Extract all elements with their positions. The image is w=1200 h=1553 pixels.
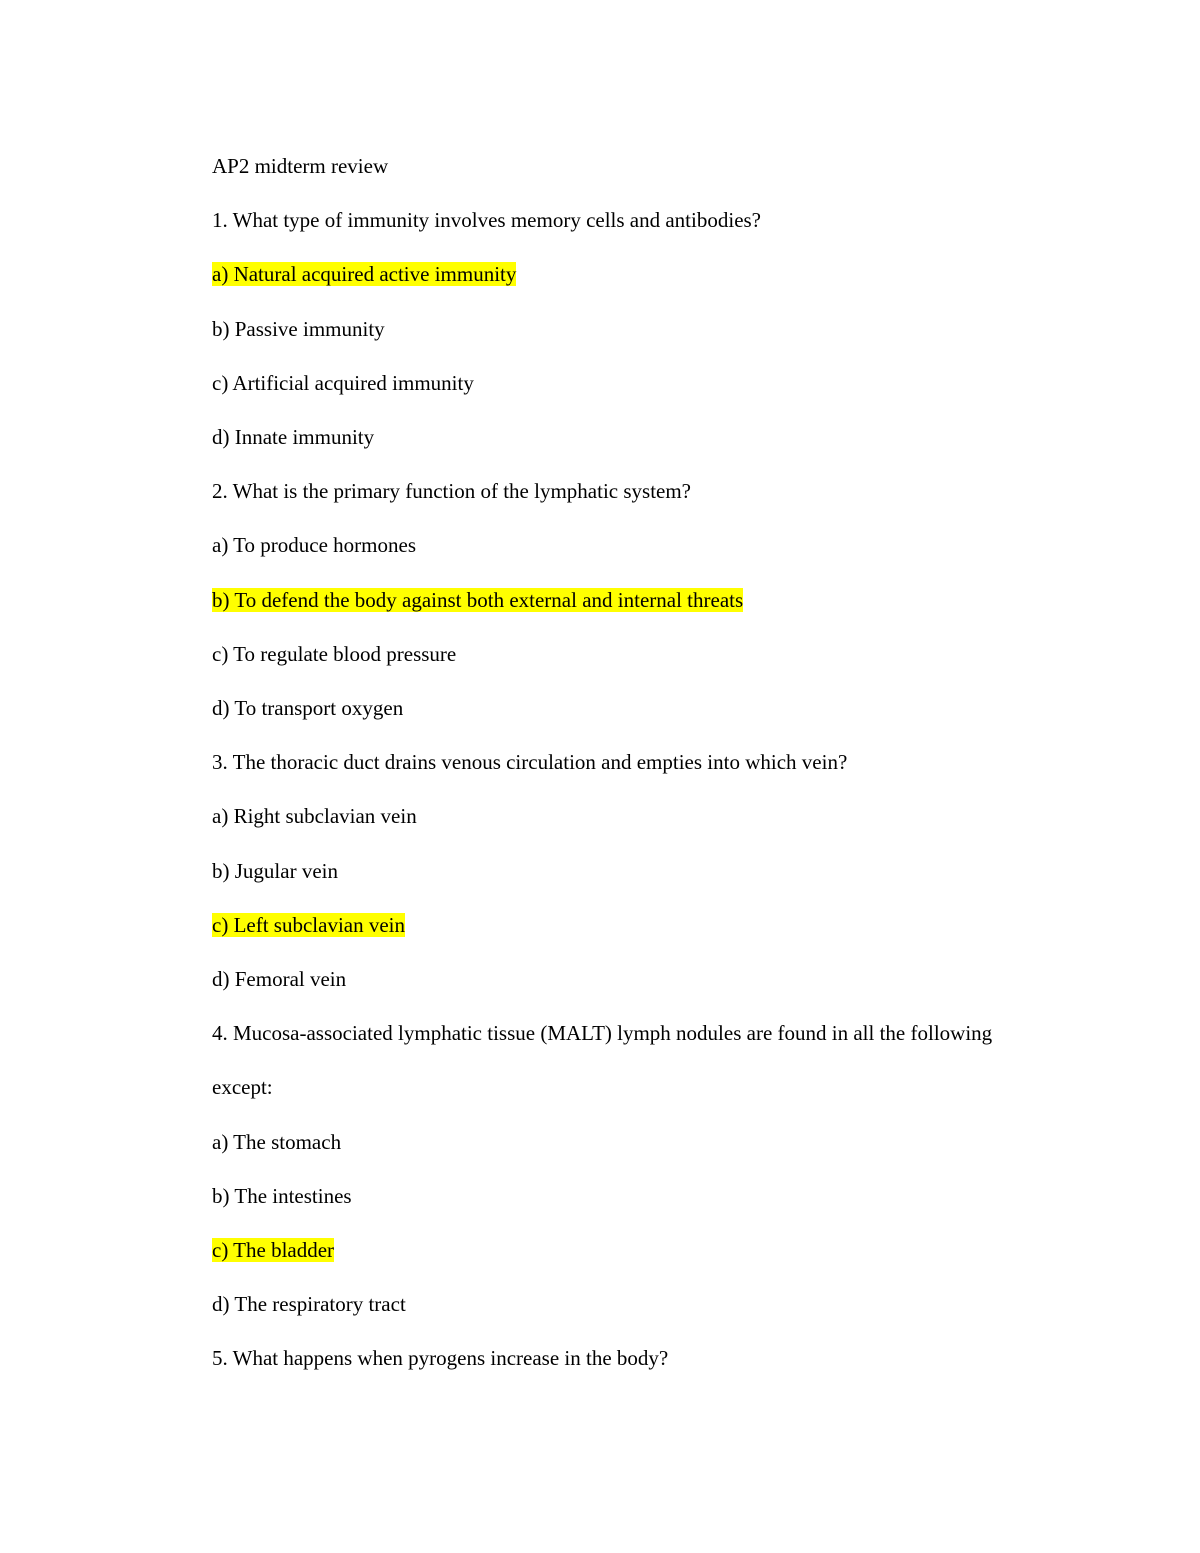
- question-2-option-a: a) To produce hormones: [212, 533, 417, 558]
- question-1-option-d: d) Innate immunity: [212, 425, 375, 450]
- question-4-option-c: [212, 1223, 1002, 1277]
- question-4-option-a: a) The stomach: [212, 1129, 342, 1154]
- question-2-option-c: c) To regulate blood pressure: [212, 641, 457, 666]
- question-3-option-d: d) Femoral vein: [212, 967, 347, 992]
- question-4-prompt: 4. Mucosa-associated lymphatic tissue (MALT) lymph nodules are found in all the following except:: [212, 1021, 993, 1100]
- question-1-option-b: b) Passive immunity: [212, 316, 385, 341]
- highlighted-answer: c) Left subclavian vein: [212, 912, 405, 937]
- highlighted-answer: b) To defend the body against both external and internal threats: [212, 587, 744, 612]
- question-5-prompt: 5. What happens when pyrogens increase in the body?: [212, 1346, 669, 1371]
- question-3-prompt: 3. The thoracic duct drains venous circulation and empties into which vein?: [212, 750, 848, 775]
- question-2-prompt: 2. What is the primary function of the lymphatic system?: [212, 479, 692, 504]
- highlighted-answer: a) Natural acquired active immunity: [212, 262, 517, 287]
- question-1-option-a: [212, 247, 1002, 301]
- question-2-option-b: [212, 573, 1002, 627]
- document-title: AP2 midterm review: [212, 154, 389, 178]
- question-3-option-c: [212, 898, 1002, 952]
- question-4-option-b: b) The intestines: [212, 1183, 352, 1208]
- question-2-option-d: d) To transport oxygen: [212, 696, 404, 721]
- question-1-prompt: 1. What type of immunity involves memory cells and antibodies?: [212, 208, 762, 233]
- document-body: [212, 139, 1002, 1386]
- question-1-option-c: c) Artificial acquired immunity: [212, 370, 474, 395]
- highlighted-answer: c) The bladder: [212, 1238, 335, 1263]
- question-3-option-a: a) Right subclavian vein: [212, 804, 417, 829]
- question-4-option-d: d) The respiratory tract: [212, 1292, 406, 1317]
- question-3-option-b: b) Jugular vein: [212, 858, 338, 883]
